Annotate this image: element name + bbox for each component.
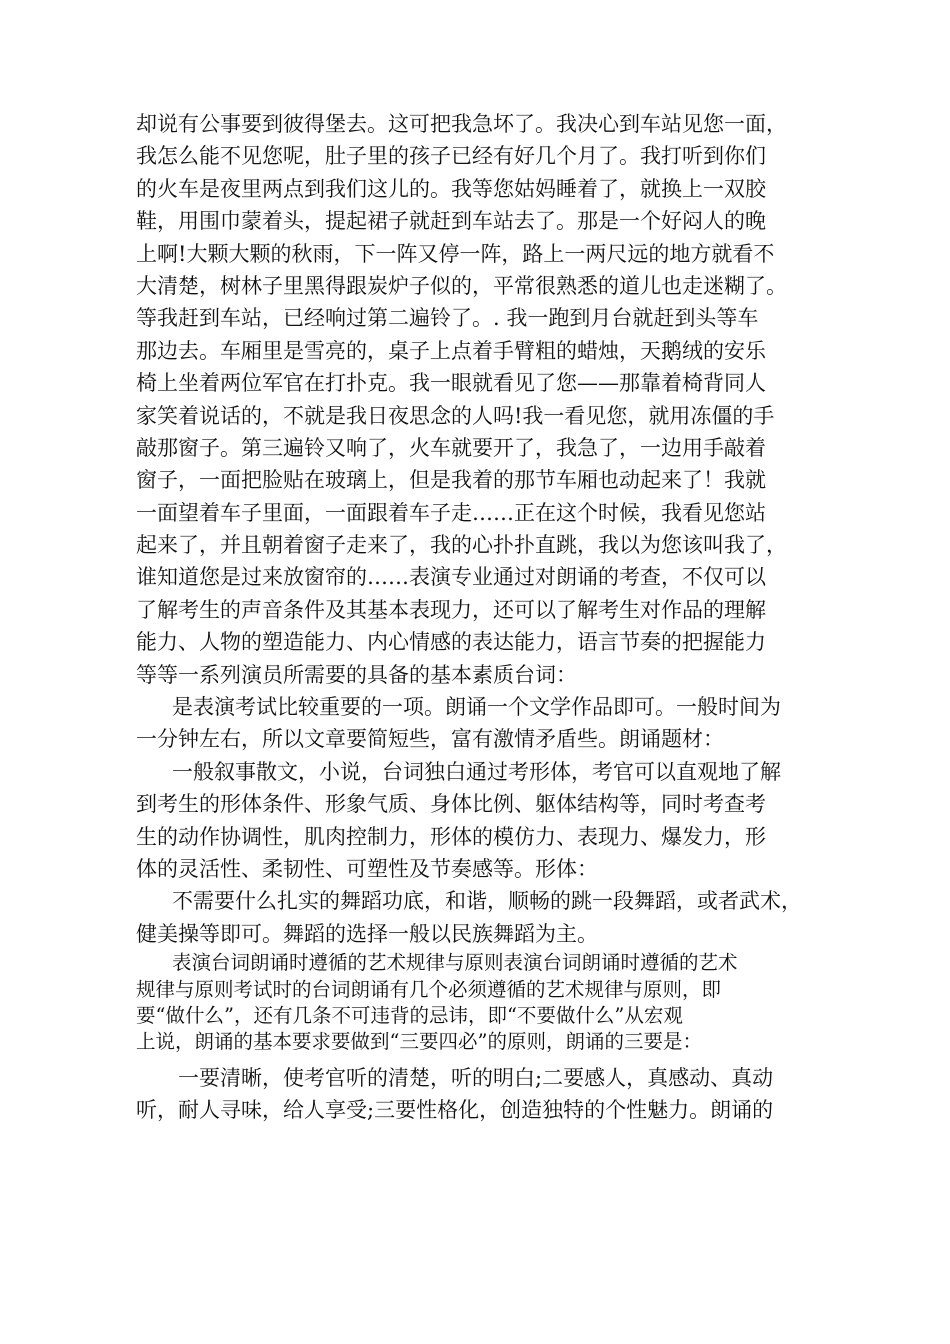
text-line: 的火车是夜里两点到我们这儿的。我等您姑妈睡着了，就换上一双胶: [136, 176, 766, 201]
text-line: 生的动作协调性，肌肉控制力，形体的模仿力、表现力、爆发力，形: [136, 824, 766, 849]
text-line: 听，耐人寻味，给人享受;三要性格化，创造独特的个性魅力。朗诵的: [136, 1098, 774, 1123]
paragraph-start-line: 是表演考试比较重要的一项。朗诵一个文学作品即可。一般时间为: [172, 695, 781, 720]
text-line: 了解考生的声音条件及其基本表现力，还可以了解考生对作品的理解: [136, 597, 766, 622]
text-line: 能力、人物的塑造能力、内心情感的表达能力，语言节奏的把握能力: [136, 630, 766, 655]
text-line: 却说有公事要到彼得堡去。这可把我急坏了。我决心到车站见您一面，: [136, 112, 787, 136]
text-line: 那边去。车厢里是雪亮的，桌子上点着手臂粗的蜡烛，天鹅绒的安乐: [136, 338, 766, 363]
text-line: 窗子，一面把脸贴在玻璃上，但是我着的那节车厢也动起来了！我就: [136, 468, 766, 493]
paragraph-start-line: 表演台词朗诵时遵循的艺术规律与原则表演台词朗诵时遵循的艺术: [172, 951, 738, 975]
paragraph-start-line: 不需要什么扎实的舞蹈功底，和谐，顺畅的跳一段舞蹈，或者武术，: [172, 889, 802, 914]
text-line: 我怎么能不见您呢，肚子里的孩子已经有好几个月了。我打听到你们: [136, 144, 766, 169]
text-line: 起来了，并且朝着窗子走来了，我的心扑扑直跳，我以为您该叫我了，: [136, 533, 787, 558]
text-line: 一面望着车子里面，一面跟着车子走……正在这个时候，我看见您站: [136, 500, 766, 525]
text-line: 上啊!大颗大颗的秋雨，下一阵又停一阵，路上一两尺远的地方就看不: [136, 241, 775, 266]
text-line: 大清楚，树林子里黑得跟炭炉子似的，平常很熟悉的道儿也走迷糊了。: [136, 273, 787, 298]
text-line: 等我赶到车站，已经响过第二遍铃了。. 我一跑到月台就赶到头等车: [136, 306, 759, 331]
text-line: 谁知道您是过来放窗帘的……表演专业通过对朗诵的考查，不仅可以: [136, 565, 766, 590]
text-line: 一分钟左右，所以文章要简短些，富有激情矛盾些。朗诵题材：: [136, 727, 724, 752]
text-line: 规律与原则考试时的台词朗诵有几个必须遵循的艺术规律与原则，即: [136, 977, 722, 1001]
paragraph-start-line: 一般叙事散文，小说，台词独白通过考形体，考官可以直观地了解: [172, 759, 781, 784]
text-line: 椅上坐着两位军官在打扑克。我一眼就看见了您——那靠着椅背同人: [136, 371, 766, 396]
text-line: 上说，朗诵的基本要求要做到“三要四必”的原则，朗诵的三要是：: [136, 1030, 702, 1054]
text-line: 家笑着说话的，不就是我日夜思念的人吗!我一看见您，就用冻僵的手: [136, 403, 775, 428]
text-line: 到考生的形体条件、形象气质、身体比例、躯体结构等，同时考查考: [136, 792, 766, 817]
text-line: 鞋，用围巾蒙着头，提起裙子就赶到车站去了。那是一个好闷人的晚: [136, 209, 766, 234]
text-line: 健美操等即可。舞蹈的选择一般以民族舞蹈为主。: [136, 921, 598, 946]
text-line: 敲那窗子。第三遍铃又响了，火车就要开了，我急了，一边用手敲着: [136, 435, 766, 460]
text-line: 体的灵活性、柔韧性、可塑性及节奏感等。形体：: [136, 856, 598, 881]
document-body: [136, 108, 836, 1127]
text-line: 等等一系列演员所需要的具备的基本素质台词：: [136, 662, 577, 687]
paragraph-start-line: 一要清晰，使考官听的清楚，听的明白;二要感人，真感动、真动: [178, 1065, 774, 1090]
text-line: 要“做什么”，还有几条不可违背的忌讳，即“不要做什么”从宏观: [136, 1003, 683, 1027]
